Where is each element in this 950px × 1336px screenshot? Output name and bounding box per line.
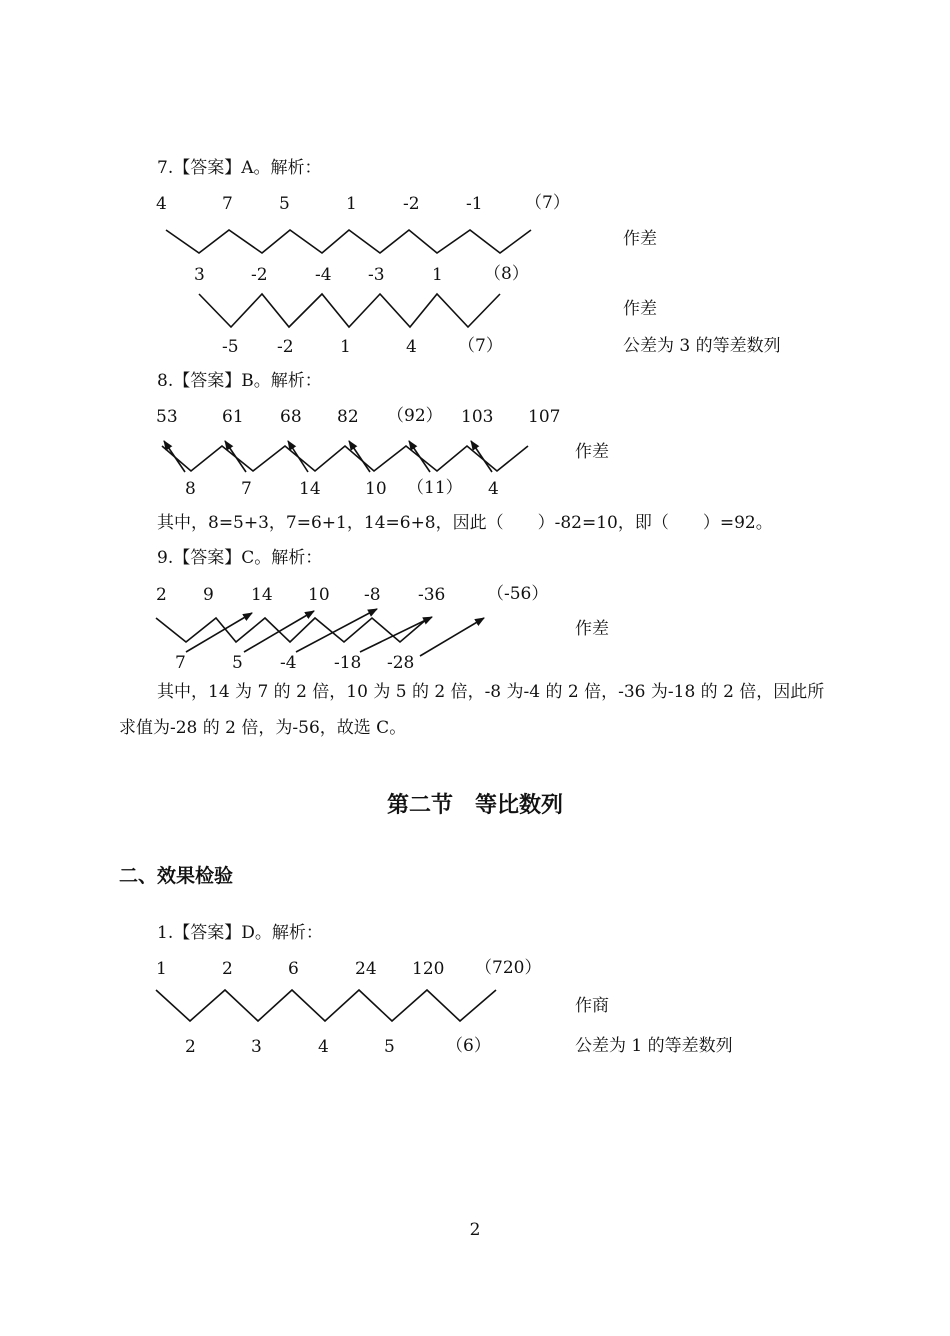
q7-top-3: 1: [346, 194, 357, 214]
q7-note-3: 公差为 3 的等差数列: [623, 336, 781, 356]
q1-top-2: 6: [288, 959, 299, 979]
q8-bot-4: （11）: [407, 478, 463, 498]
q9-arrow: [244, 611, 314, 652]
q7-bot-2: 1: [340, 337, 351, 357]
q8-top-6: 107: [528, 407, 561, 427]
q1-bot-0: 2: [185, 1037, 196, 1057]
q8-top-1: 61: [222, 407, 244, 427]
q1-bot-2: 4: [318, 1037, 329, 1057]
q1-header: 1.【答案】D。解析：: [157, 923, 323, 943]
q9-bot-0: 7: [175, 653, 186, 673]
q1-top-0: 1: [156, 959, 167, 979]
q8-header: 8.【答案】B。解析：: [157, 371, 322, 391]
q9-arrow: [360, 617, 432, 652]
q9-bot-1: 5: [232, 653, 243, 673]
q1-top-5: （720）: [475, 958, 542, 978]
q7-mid-1: -2: [251, 265, 268, 285]
q7-bot-0: -5: [222, 337, 239, 357]
q9-arrow: [296, 609, 377, 652]
q9-top-2: 14: [251, 585, 273, 605]
q8-top-2: 68: [280, 407, 302, 427]
q7-zigzag-2: [199, 294, 500, 327]
q1-note-2: 公差为 1 的等差数列: [575, 1036, 733, 1056]
q1-top-3: 24: [355, 959, 377, 979]
q7-top-5: -1: [466, 194, 483, 214]
q1-bot-1: 3: [251, 1037, 262, 1057]
q7-bot-1: -2: [277, 337, 294, 357]
q9-bot-2: -4: [280, 653, 297, 673]
q9-arrow: [186, 613, 252, 652]
q7-top-6: （7）: [525, 193, 570, 213]
q8-arrow: [164, 441, 185, 472]
q8-arrow: [288, 441, 308, 472]
q8-bot-3: 10: [365, 479, 387, 499]
q7-note-2: 作差: [623, 299, 657, 319]
q1-note-1: 作商: [575, 996, 609, 1016]
q8-note: 作差: [575, 442, 609, 462]
q7-mid-2: -4: [315, 265, 332, 285]
q7-mid-4: 1: [432, 265, 443, 285]
q7-header: 7.【答案】A。解析：: [157, 158, 322, 178]
page-number: 2: [469, 1220, 481, 1240]
q9-top-4: -8: [364, 585, 381, 605]
q8-top-5: 103: [461, 407, 494, 427]
q7-zigzag-1: [166, 230, 531, 253]
q8-bot-5: 4: [488, 479, 499, 499]
q8-arrow: [409, 441, 430, 472]
q1-bot-4: （6）: [446, 1036, 491, 1056]
q9-explain-1: 其中，14 为 7 的 2 倍，10 为 5 的 2 倍，-8 为-4 的 2 倍，-36 为-18 的 2 倍，因此所: [157, 682, 825, 702]
q7-top-0: 4: [156, 194, 167, 214]
q9-top-5: -36: [418, 585, 446, 605]
q8-arrow: [225, 441, 246, 472]
q7-mid-5: （8）: [484, 264, 529, 284]
q9-top-6: （-56）: [487, 584, 549, 604]
q9-explain-2: 求值为-28 的 2 倍，为-56，故选 C。: [119, 718, 407, 738]
q9-header: 9.【答案】C。解析：: [157, 548, 323, 568]
q8-zigzag: [162, 446, 528, 471]
q9-top-0: 2: [156, 585, 167, 605]
q8-top-0: 53: [156, 407, 178, 427]
q8-top-3: 82: [337, 407, 359, 427]
section-title: 第二节 等比数列: [386, 793, 563, 818]
q8-bot-1: 7: [241, 479, 252, 499]
q1-top-4: 120: [412, 959, 445, 979]
q8-top-4: （92）: [387, 406, 443, 426]
q8-bot-2: 14: [299, 479, 321, 499]
q7-mid-3: -3: [368, 265, 385, 285]
q9-bot-4: -28: [387, 653, 415, 673]
q8-arrow: [471, 441, 492, 472]
q7-note-1: 作差: [623, 229, 657, 249]
q1-zigzag: [156, 990, 496, 1021]
q7-bot-4: （7）: [458, 336, 503, 356]
q1-top-1: 2: [222, 959, 233, 979]
q1-bot-3: 5: [384, 1037, 395, 1057]
q9-arrow: [420, 618, 484, 656]
q7-mid-0: 3: [194, 265, 205, 285]
q7-bot-3: 4: [406, 337, 417, 357]
subsection-title: 二、效果检验: [119, 865, 234, 887]
q7-top-1: 7: [222, 194, 233, 214]
q9-top-1: 9: [203, 585, 214, 605]
q8-arrow: [349, 441, 370, 472]
q7-top-4: -2: [403, 194, 420, 214]
q9-bot-3: -18: [334, 653, 362, 673]
q8-bot-0: 8: [185, 479, 196, 499]
q9-top-3: 10: [308, 585, 330, 605]
q7-top-2: 5: [279, 194, 290, 214]
q9-note: 作差: [575, 619, 609, 639]
q8-explain: 其中，8=5+3，7=6+1，14=6+8，因此（ ）-82=10，即（ ）=92。: [157, 513, 773, 533]
